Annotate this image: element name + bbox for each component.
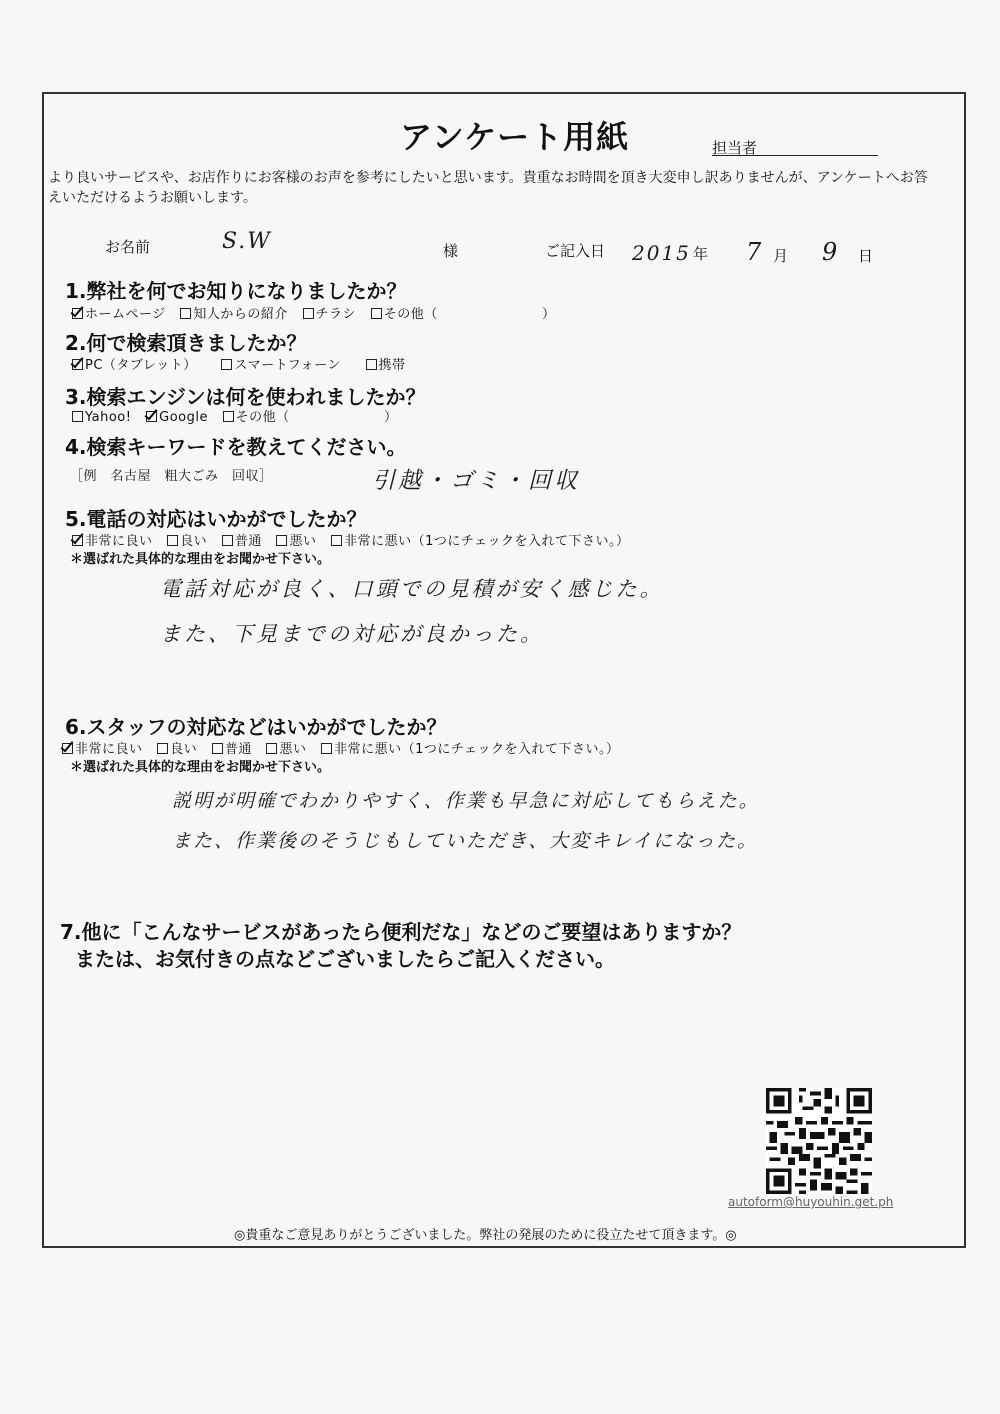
- date-label: ご記入日: [545, 242, 606, 260]
- q3-checkbox-yahoo[interactable]: [72, 411, 83, 422]
- name-label: お名前: [105, 238, 151, 256]
- q3-option-label: Google: [159, 410, 208, 425]
- q5-option-label: 非常に悪い: [344, 534, 412, 549]
- q2-checkbox-pc[interactable]: [72, 359, 83, 370]
- q5-answer-line-1: 電話対応が良く、口頭での見積が安く感じた。: [160, 577, 664, 601]
- q6-instruction: （1つにチェックを入れて下さい。）: [401, 742, 620, 757]
- q6-checkbox-bad[interactable]: [266, 743, 277, 754]
- q6-option-label: 非常に悪い: [334, 742, 402, 757]
- q3-option-label: Yahoo!: [85, 410, 132, 425]
- q2-checkbox-smartphone[interactable]: [221, 359, 232, 370]
- q1-options: [72, 303, 438, 322]
- q3-title: 3.検索エンジンは何を使われましたか？: [65, 385, 426, 409]
- q3-checkbox-other[interactable]: [223, 411, 234, 422]
- q6-option-label: 良い: [170, 742, 198, 757]
- q5-checkbox-very-bad[interactable]: [331, 535, 342, 546]
- q7-question-line-1: 7.他に「こんなサービスがあったら便利だな」などのご要望はありますか？: [60, 920, 742, 944]
- q7-question-line-2: または、お気付きの点などございましたらご記入ください。: [75, 947, 615, 971]
- q5-checkbox-average[interactable]: [222, 535, 233, 546]
- q1-option-label: その他（: [383, 307, 438, 322]
- q1-other-close: ）: [542, 307, 556, 322]
- q1-checkbox-other[interactable]: [371, 308, 382, 319]
- month-label: 月: [773, 247, 789, 265]
- q5-option-label: 良い: [180, 534, 208, 549]
- q3-option-label: その他（: [235, 410, 290, 425]
- q2-option-label: PC（タブレット）: [85, 358, 197, 373]
- q5-answer-line-2: また、下見までの対応が良かった。: [160, 622, 544, 646]
- q4-answer: 引越・ゴミ・回収: [372, 468, 580, 494]
- honorific-label: 様: [443, 242, 459, 260]
- q2-title: 2.何で検索頂きましたか？: [65, 331, 307, 355]
- q5-checkbox-bad[interactable]: [276, 535, 287, 546]
- q2-options: [72, 354, 406, 373]
- q6-checkbox-very-bad[interactable]: [321, 743, 332, 754]
- q6-options: [62, 738, 620, 757]
- footer-thanks: ◎貴重なご意見ありがとうございました。弊社の発展のために役立たせて頂きます。◎: [234, 1228, 737, 1243]
- q1-checkbox-flyer[interactable]: [303, 308, 314, 319]
- q6-reason-note: ＊選ばれた具体的な理由をお聞かせ下さい。: [70, 760, 331, 775]
- q5-option-label: 非常に良い: [85, 534, 153, 549]
- month-value: 7: [746, 238, 764, 266]
- q3-options: [72, 406, 290, 425]
- q1-option-label: チラシ: [315, 307, 357, 322]
- q5-option-label: 普通: [234, 534, 262, 549]
- q6-checkbox-very-good[interactable]: [62, 743, 73, 754]
- q5-options: [72, 530, 630, 549]
- name-value: S.W: [222, 229, 272, 254]
- q6-checkbox-good[interactable]: [157, 743, 168, 754]
- day-label: 日: [858, 247, 874, 265]
- q5-checkbox-good[interactable]: [167, 535, 178, 546]
- q6-option-label: 非常に良い: [75, 742, 143, 757]
- email-address: autoform@huyouhin.get.ph: [728, 1195, 894, 1209]
- q6-option-label: 普通: [224, 742, 252, 757]
- q1-checkbox-referral[interactable]: [180, 308, 191, 319]
- q4-title: 4.検索キーワードを教えてください。: [65, 435, 407, 459]
- staff-label: 担当者: [712, 139, 758, 157]
- q6-checkbox-average[interactable]: [212, 743, 223, 754]
- year-label: 年: [693, 245, 709, 263]
- q5-title: 5.電話の対応はいかがでしたか？: [65, 507, 367, 531]
- q3-other-close: ）: [384, 410, 398, 425]
- q2-option-label: 携帯: [378, 358, 406, 373]
- q1-title: 1.弊社を何でお知りになりましたか？: [65, 279, 407, 303]
- day-value: 9: [822, 238, 840, 266]
- year-value: 2015: [632, 241, 691, 265]
- q5-reason-note: ＊選ばれた具体的な理由をお聞かせ下さい。: [70, 552, 331, 567]
- q5-option-label: 悪い: [289, 534, 317, 549]
- q1-option-label: 知人からの紹介: [193, 307, 288, 322]
- intro-text: より良いサービスや、お店作りにお客様のお声を参考にしたいと思います。貴重なお時間を頂き大変申し訳ありませんが、アンケートへお答えいただけるようお願いします。: [48, 170, 928, 206]
- form-title: アンケート用紙: [400, 118, 630, 156]
- staff-field-line: [712, 155, 878, 156]
- q5-checkbox-very-good[interactable]: [72, 535, 83, 546]
- q6-answer-line-2: また、作業後のそうじもしていただき、大変キレイになった。: [172, 830, 759, 852]
- q2-checkbox-mobile[interactable]: [366, 359, 377, 370]
- q2-option-label: スマートフォーン: [234, 358, 341, 373]
- q1-checkbox-homepage[interactable]: [72, 308, 83, 319]
- q6-option-label: 悪い: [279, 742, 307, 757]
- q1-option-label: ホームページ: [85, 307, 166, 322]
- q6-answer-line-1: 説明が明確でわかりやすく、作業も早急に対応してもらえた。: [172, 790, 760, 812]
- q6-title: 6.スタッフの対応などはいかがでしたか？: [65, 715, 447, 739]
- q4-example: ［例 名古屋 粗大ごみ 回収］: [70, 469, 273, 484]
- qr-code: [766, 1088, 872, 1194]
- q5-instruction: （1つにチェックを入れて下さい。）: [411, 534, 630, 549]
- q3-checkbox-google[interactable]: [146, 411, 157, 422]
